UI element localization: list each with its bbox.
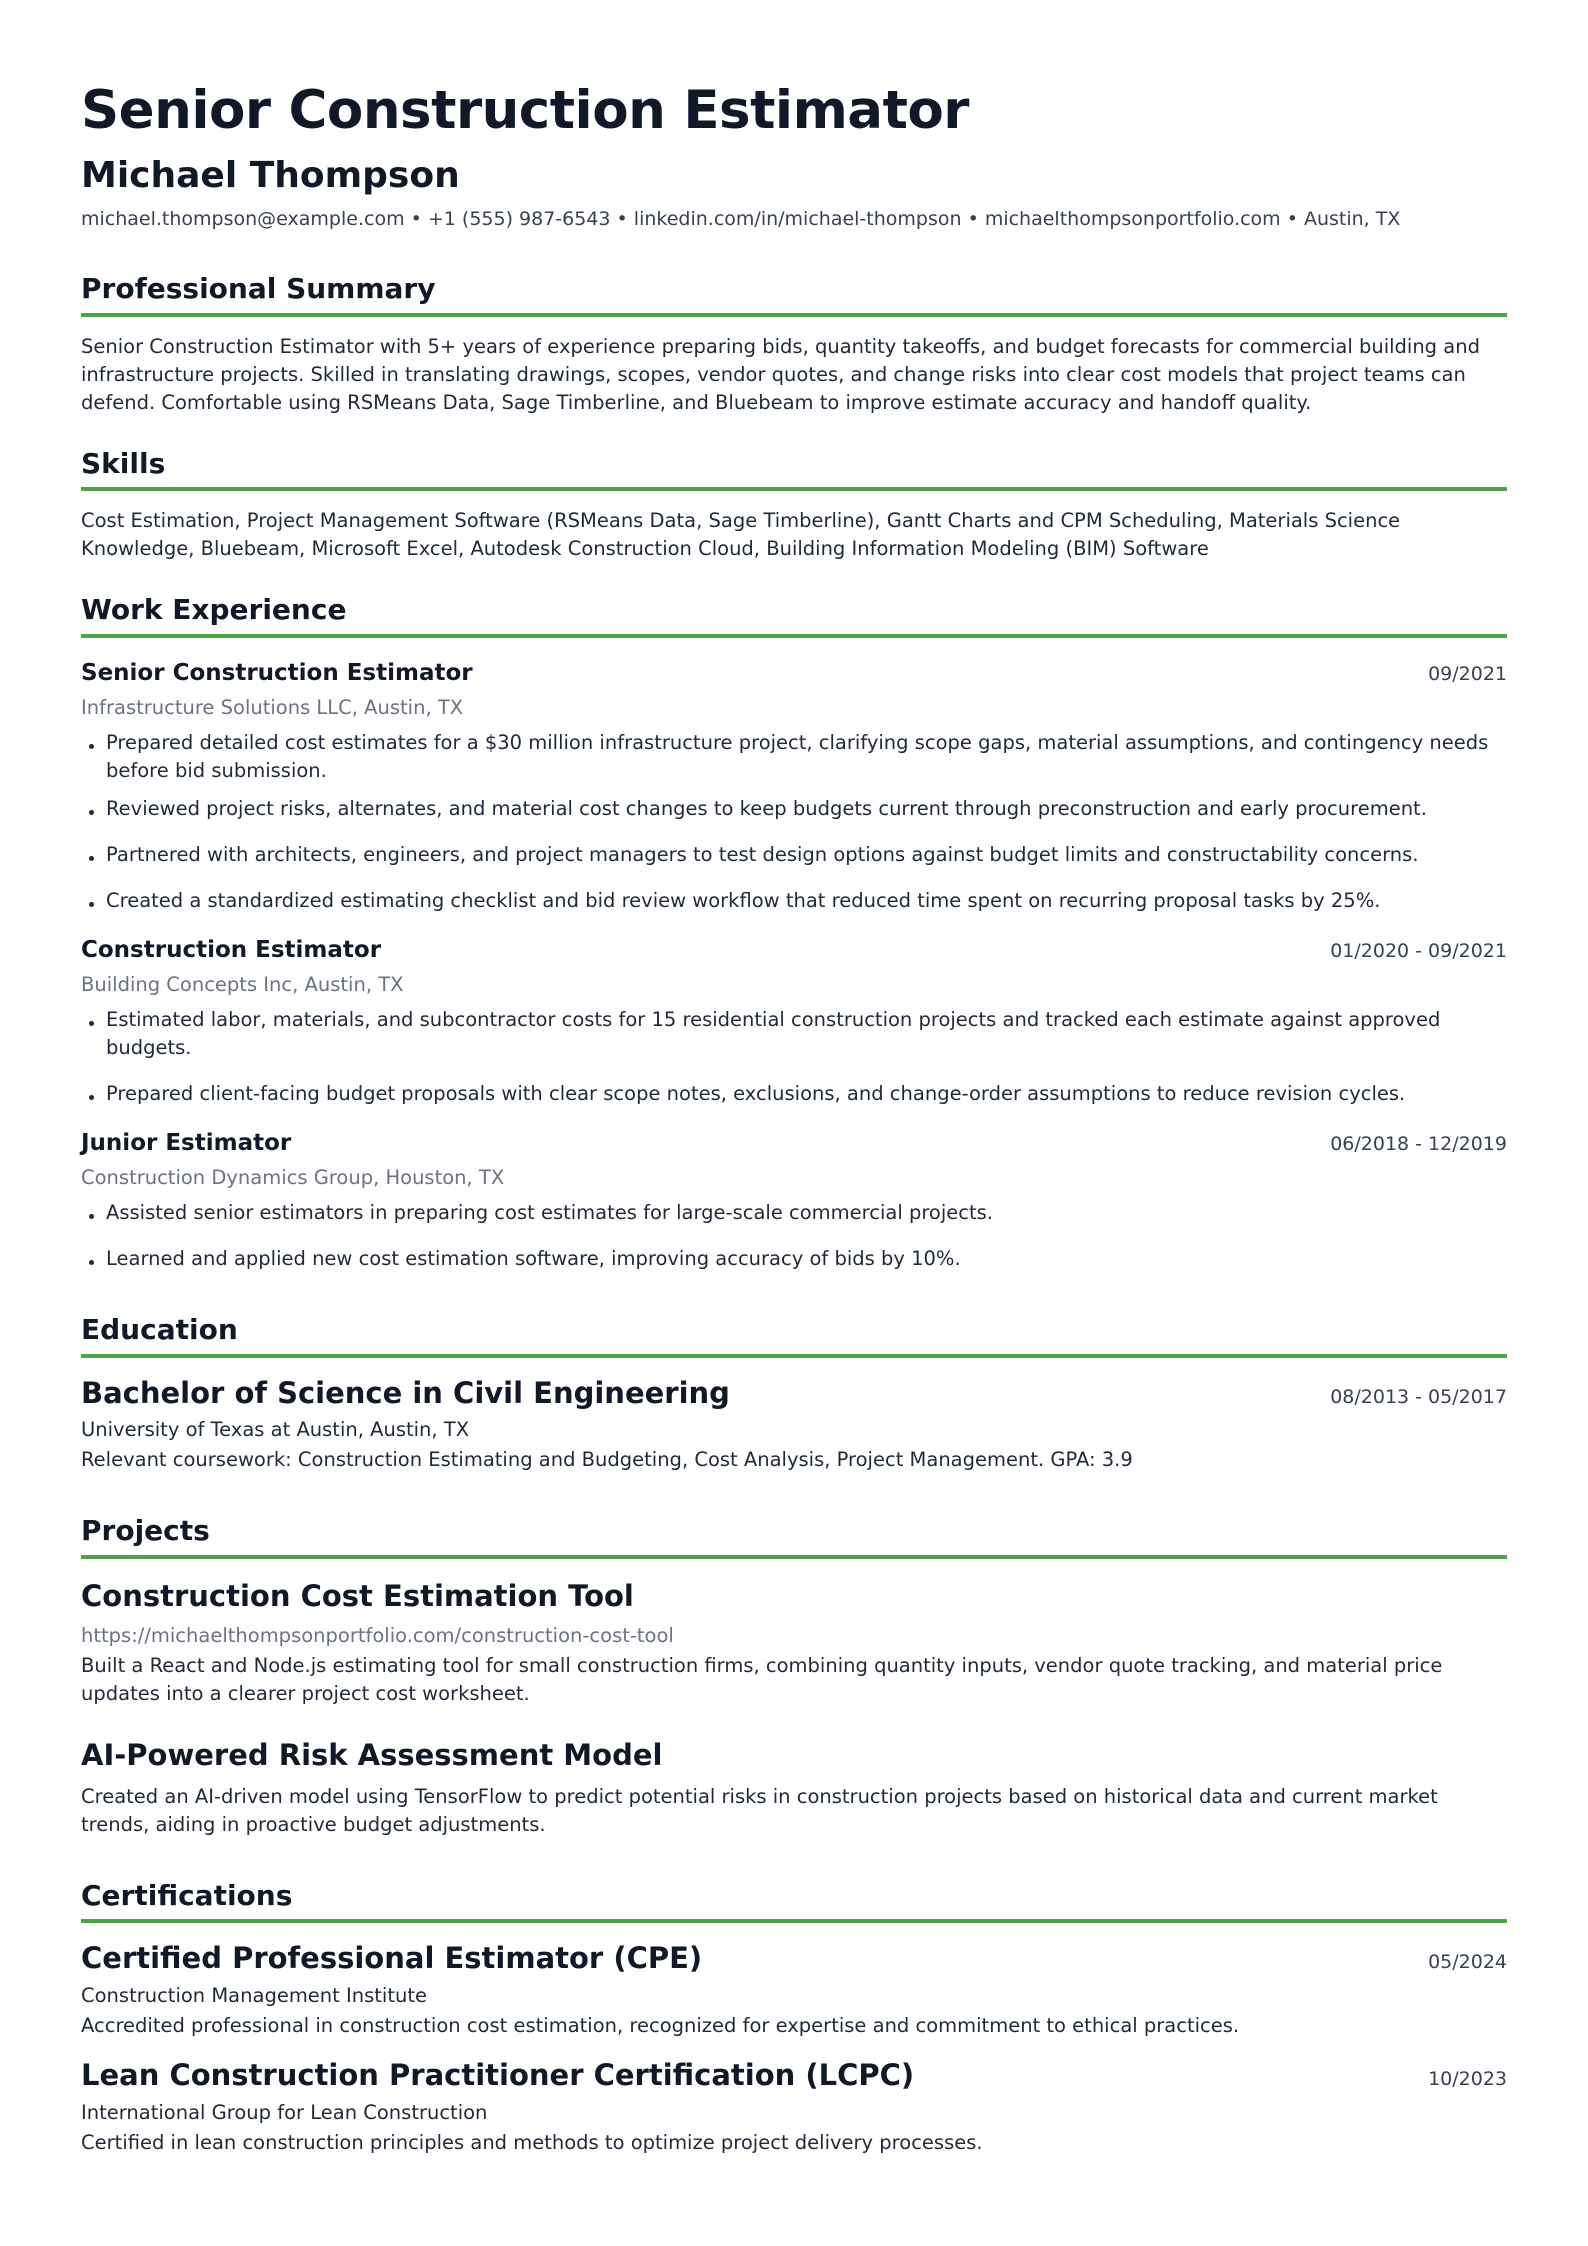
summary-section (81, 272, 1507, 417)
certification-issuer: Construction Management Institute (81, 1983, 427, 2007)
certification-title: Lean Construction Practitioner Certification (LCPC) (81, 2057, 915, 2092)
section-heading: Work Experience (81, 593, 1507, 638)
project-entry (81, 1738, 1507, 1839)
certification-description: Certified in lean construction principles and methods to optimize project delivery processes. (81, 2130, 983, 2154)
job-bullet: Partnered with architects, engineers, and project managers to test design options against budget limits and constructability concerns. (81, 841, 1507, 869)
job-entry (81, 937, 1507, 1108)
job-bullet: Learned and applied new cost estimation software, improving accuracy of bids by 10%. (81, 1245, 1507, 1273)
degree-title: Bachelor of Science in Civil Engineering (81, 1375, 730, 1410)
job-title: Construction Estimator (81, 936, 382, 963)
job-company: Construction Dynamics Group, Houston, TX (81, 1165, 505, 1189)
section-heading: Education (81, 1313, 1507, 1358)
job-date: 06/2018 - 12/2019 (1330, 1132, 1507, 1155)
education-section (81, 1313, 1507, 1474)
project-title: Construction Cost Estimation Tool (81, 1578, 634, 1613)
job-entry (81, 660, 1507, 915)
experience-section (81, 593, 1507, 1273)
education-entry (81, 1376, 1507, 1475)
certification-date: 05/2024 (1428, 1951, 1507, 1974)
project-description: Created an AI-driven model using TensorFlow to predict potential risks in construction projects based on historical data and current market trends, aiding in proactive budget adjustments. (81, 1784, 1438, 1836)
job-company: Building Concepts Inc, Austin, TX (81, 972, 404, 996)
job-bullets (81, 729, 1507, 915)
job-bullet: Created a standardized estimating checklist and bid review workflow that reduced time spent on recurring proposal tasks by 25%. (81, 887, 1507, 915)
projects-section (81, 1514, 1507, 1838)
job-bullet: Prepared client-facing budget proposals with clear scope notes, exclusions, and change-order assumptions to reduce revision cycles. (81, 1080, 1507, 1108)
certification-issuer: International Group for Lean Construction (81, 2100, 488, 2124)
job-entry (81, 1130, 1507, 1273)
job-bullets (81, 1006, 1507, 1108)
certification-description: Accredited professional in construction cost estimation, recognized for expertise and commitment to ethical practices. (81, 2013, 1240, 2037)
contact-line: michael.thompson@example.com • +1 (555) 987-6543 • linkedin.com/in/michael-thompson • michaelthompsonportfolio.com • Austin, TX (81, 208, 1401, 231)
summary-text: Senior Construction Estimator with 5+ years of experience preparing bids, quantity takeoffs, and budget forecasts for commercial building and infrastructure projects. Skilled in translating drawings, scopes, vendor quotes, and change risks into clear cost models that project teams can defend. Comfortable using RSMeans Data, Sage Timberline, and Bluebeam to improve estimate accuracy and handoff quality. (81, 334, 1480, 414)
section-heading: Skills (81, 447, 1507, 492)
school-name: University of Texas at Austin, Austin, TX (81, 1418, 470, 1442)
job-title: Junior Estimator (81, 1129, 292, 1156)
job-bullet: Estimated labor, materials, and subcontractor costs for 15 residential construction projects and tracked each estimate against approved budgets. (81, 1006, 1507, 1062)
job-bullets (81, 1199, 1507, 1273)
resume-title: Senior Construction Estimator (81, 80, 969, 141)
certification-entry (81, 1941, 1507, 2040)
job-bullet: Assisted senior estimators in preparing cost estimates for large-scale commercial projects. (81, 1199, 1507, 1227)
project-description: Built a React and Node.js estimating tool for small construction firms, combining quantity inputs, vendor quote tracking, and material price updates into a clearer project cost worksheet. (81, 1653, 1443, 1705)
section-heading: Certifications (81, 1879, 1507, 1924)
project-title: AI-Powered Risk Assessment Model (81, 1737, 663, 1772)
job-title: Senior Construction Estimator (81, 659, 473, 686)
job-company: Infrastructure Solutions LLC, Austin, TX (81, 695, 464, 719)
section-heading: Professional Summary (81, 272, 1507, 317)
skills-text: Cost Estimation, Project Management Software (RSMeans Data, Sage Timberline), Gantt Charts and CPM Scheduling, Materials Science Knowledge, Bluebeam, Microsoft Excel, Autodesk Construction Cloud, Building Information Modeling (BIM) Software (81, 509, 1401, 561)
job-bullet: Prepared detailed cost estimates for a $30 million infrastructure project, clarifying scope gaps, material assumptions, and contingency needs before bid submission. (81, 729, 1507, 785)
education-date: 08/2013 - 05/2017 (1330, 1385, 1507, 1408)
job-date: 01/2020 - 09/2021 (1330, 939, 1507, 962)
candidate-name: Michael Thompson (81, 155, 460, 197)
project-entry (81, 1579, 1507, 1708)
certification-date: 10/2023 (1428, 2067, 1507, 2090)
certifications-section (81, 1879, 1507, 2157)
job-date: 09/2021 (1428, 662, 1507, 685)
certification-title: Certified Professional Estimator (CPE) (81, 1941, 703, 1976)
section-heading: Projects (81, 1514, 1507, 1559)
certification-entry (81, 2058, 1507, 2157)
job-bullet: Reviewed project risks, alternates, and material cost changes to keep budgets current through preconstruction and early procurement. (81, 795, 1507, 823)
coursework: Relevant coursework: Construction Estimating and Budgeting, Cost Analysis, Project Management. GPA: 3.9 (81, 1448, 1133, 1472)
project-link[interactable]: https://michaelthompsonportfolio.com/construction-cost-tool (81, 1623, 674, 1647)
skills-section (81, 447, 1507, 564)
